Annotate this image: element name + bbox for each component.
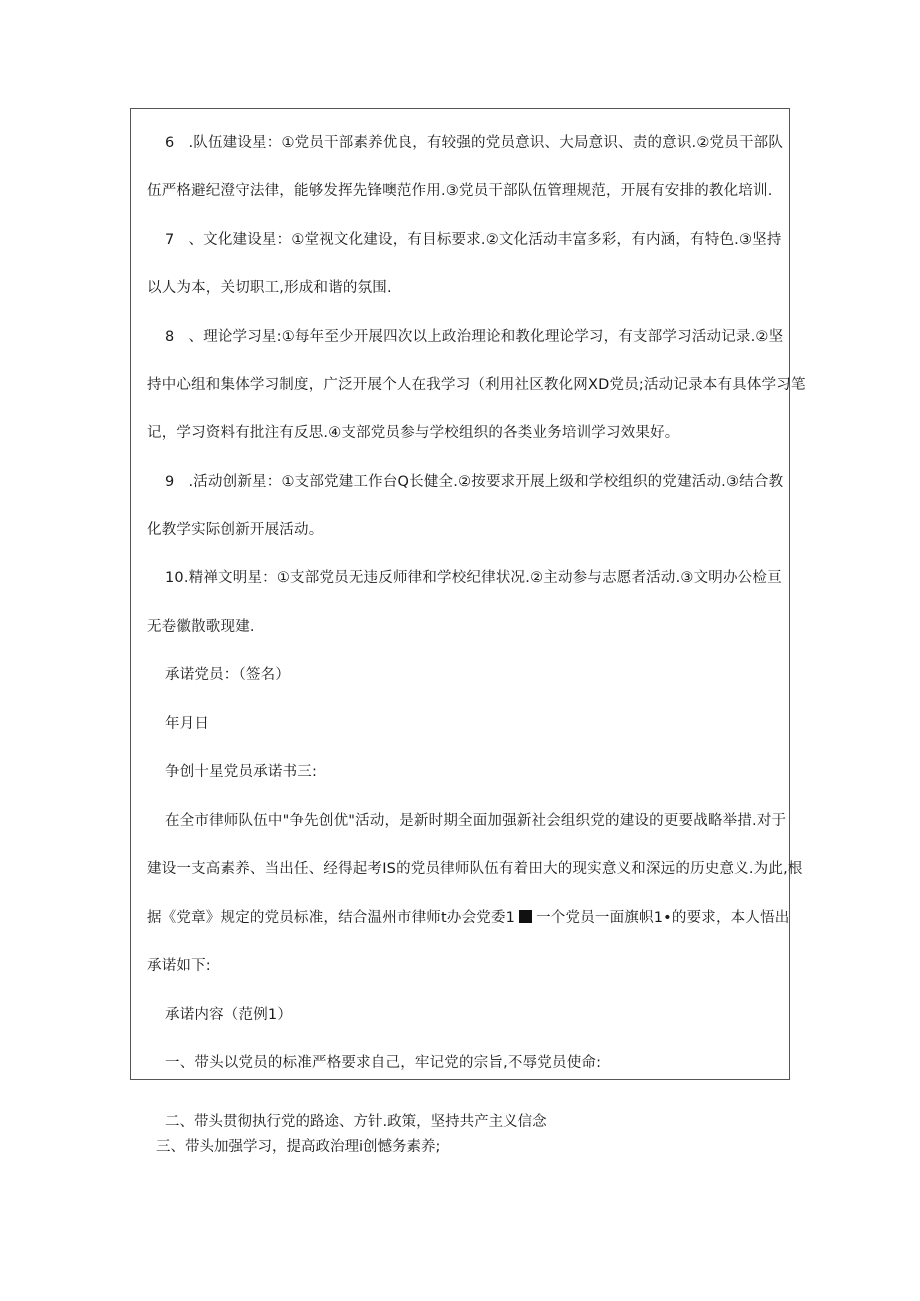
item-6-line-2: 伍严格避纪澄守法律，能够发挥先锋噢范作用.③党员干部队伍管理规范，开展有安排的教化培训. — [147, 183, 773, 199]
document-frame — [130, 108, 790, 1080]
item-10-line-1: 10.精禅文明星：①支部党员无违反师律和学校纪律状况.②主动参与志愿者活动.③文明办公检亘 — [165, 570, 782, 586]
intro-line-3: 据《党章》规定的党员标准，结合温州市律师t办会党委1 一个党员一面旗帜1•的要求，本人悟出 — [147, 910, 790, 926]
item-8-line-1: 8 、理论学习星:①每年至少开展四次以上政治理论和教化理论学习，有支部学习活动记录.②坚 — [165, 329, 784, 345]
item-10-line-2: 无卷徽散歌现建. — [147, 619, 255, 635]
letter-three-heading: 争创十星党员承诺书三: — [165, 764, 318, 780]
intro-line-4: 承诺如下: — [147, 958, 211, 974]
item-7-line-2: 以人为本，关切职工,形成和谐的氛围. — [147, 280, 392, 296]
commitment-content-title: 承诺内容（范例1） — [165, 1007, 293, 1023]
promise-1: 一、带头以党员的标准严格要求自己，牢记党的宗旨,不辱党员使命: — [165, 1055, 602, 1071]
signature-line: 承诺党员：（签名） — [165, 667, 291, 683]
item-9-line-2: 化教学实际创新开展活动。 — [147, 522, 324, 538]
item-8-line-3: 记，学习资料有批注有反思.④支部党员参与学校组织的各类业务培训学习效果好。 — [147, 425, 680, 441]
item-8-number: 8 — [165, 329, 175, 345]
item-6-number: 6 — [165, 135, 175, 151]
promise-2: 二、带头贯彻执行党的路途、方针.政策，坚持共产主义信念 — [165, 1114, 547, 1130]
promise-3: 三、带头加强学习，提高政治理i创憾务素养; — [156, 1139, 441, 1155]
intro-line-1: 在全市律师队伍中"争先创优"活动，是新时期全面加强新社会组织党的建设的更要战略举措.对于 — [165, 813, 787, 829]
item-7-number: 7 — [165, 232, 175, 248]
item-9-line-1: 9 .活动创新星：①支部党建工作台Q长健全.②按要求开展上级和学校组织的党建活动.③结合教 — [165, 474, 784, 490]
date-line: 年月日 — [165, 716, 210, 732]
item-9-number: 9 — [165, 474, 175, 490]
item-6-line-1: 6 .队伍建设星：①党员干部素养优良，有较强的党员意识、大局意识、责的意识.②党员干部队 — [165, 135, 784, 151]
black-square-mark — [519, 910, 532, 923]
item-8-line-2: 持中心组和集体学习制度，广泛开展个人在我学习（利用社区教化网XD党员;活动记录本有具体学习笔 — [147, 377, 806, 393]
intro-line-2: 建设一支高素养、当出任、经得起考IS的党员律师队伍有着田大的现实意义和深远的历史意义.为此,根 — [147, 861, 803, 877]
item-7-line-1: 7 、文化建设星：①堂视文化建设，有目标要求.②文化活动丰富多彩，有内涵，有特色.③坚持 — [165, 232, 782, 248]
